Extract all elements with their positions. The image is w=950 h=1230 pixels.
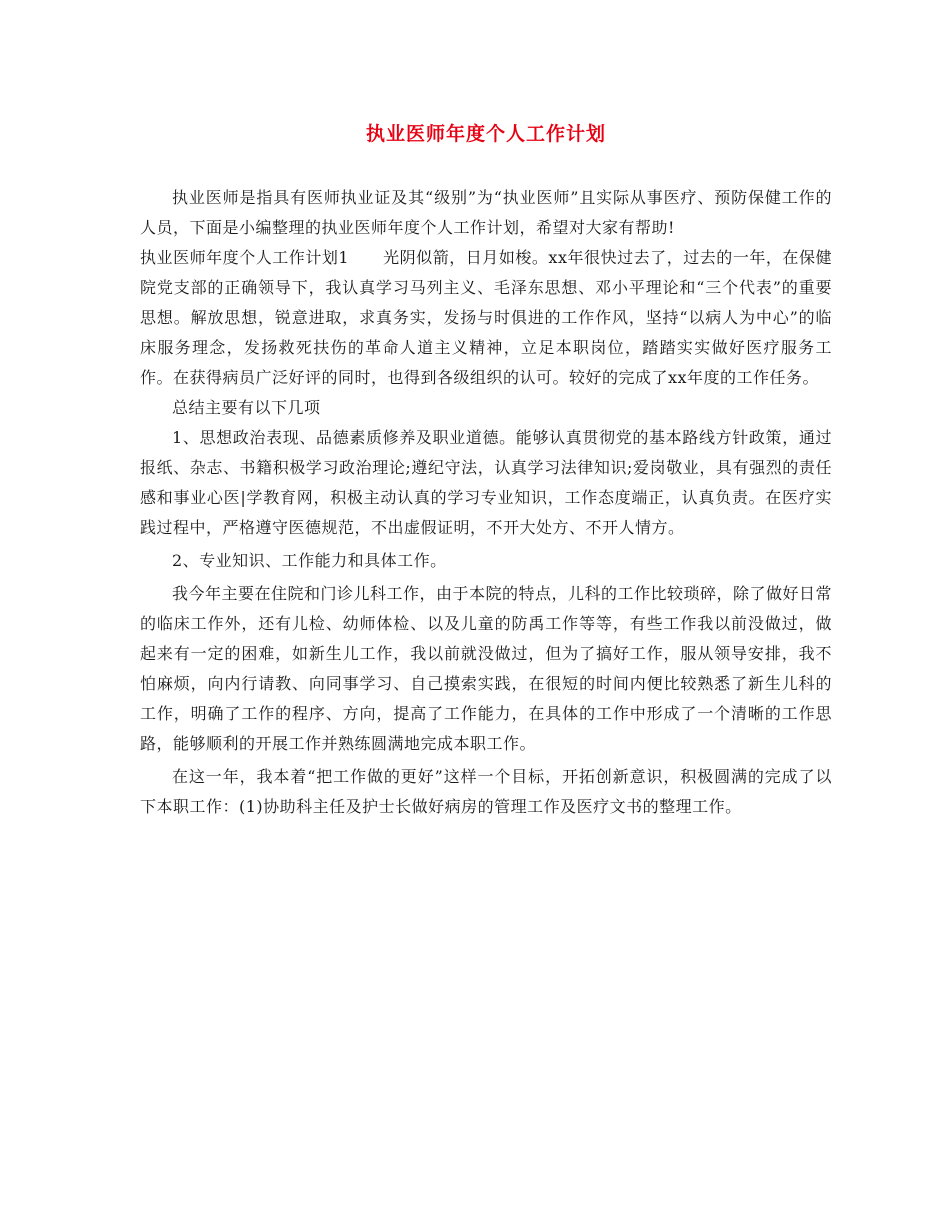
year-paragraph: 在这一年，我本着“把工作做的更好”这样一个目标，开拓创新意识，积极圆满的完成了以下本职工作：(1)协助科主任及护士长做好病房的管理工作及医疗文书的整理工作。 — [140, 767, 832, 816]
plan1-heading: 执业医师年度个人工作计划1 — [140, 248, 350, 267]
plan1-paragraph — [140, 243, 832, 393]
intro-paragraph: 执业医师是指具有医师执业证及其“级别”为“执业医师”且实际从事医疗、预防保健工作的人员，下面是小编整理的执业医师年度个人工作计划，希望对大家有帮助! — [140, 188, 832, 237]
document-body — [140, 183, 832, 822]
document-title: 执业医师年度个人工作计划 — [365, 123, 606, 145]
plan1-body: 光阴似箭，日月如梭。xx年很快过去了，过去的一年，在保健院党支部的正确领导下，我认真学习马列主义、毛泽东思想、邓小平理论和“三个代表”的重要思想。解放思想，锐意进取，求真务实，发扬与时俱进的工作作风，坚持“以病人为中心”的临床服务理念，发扬救死扶伤的革命人道主义精神，立足本职岗位，踏踏实实做好医疗服务工作。在获得病员广泛好评的同时，也得到各级组织的认可。较好的完成了xx年度的工作任务。 — [140, 248, 832, 387]
item1-paragraph: 1、思想政治表现、品德素质修养及职业道德。能够认真贯彻党的基本路线方针政策，通过报纸、杂志、书籍积极学习政治理论;遵纪守法，认真学习法律知识;爱岗敬业，具有强烈的责任感和事业心医|学教育网，积极主动认真的学习专业知识，工作态度端正，认真负责。在医疗实践过程中，严格遵守医德规范，不出虚假证明，不开大处方、不开人情方。 — [140, 428, 832, 537]
item2-paragraph: 2、专业知识、工作能力和具体工作。 — [172, 551, 447, 570]
summary-heading: 总结主要有以下几项 — [172, 398, 321, 417]
work-paragraph: 我今年主要在住院和门诊儿科工作，由于本院的特点，儿科的工作比较琐碎，除了做好日常的临床工作外，还有儿检、幼师体检、以及儿童的防禹工作等等，有些工作我以前没做过，做起来有一定的困难，如新生儿工作，我以前就没做过，但为了搞好工作，服从领导安排，我不怕麻烦，向内行请教、向同事学习、自己摸索实践，在很短的时间内便比较熟悉了新生儿科的工作，明确了工作的程序、方向，提高了工作能力，在具体的工作中形成了一个清晰的工作思路，能够顺利的开展工作并熟练圆满地完成本职工作。 — [140, 584, 833, 753]
